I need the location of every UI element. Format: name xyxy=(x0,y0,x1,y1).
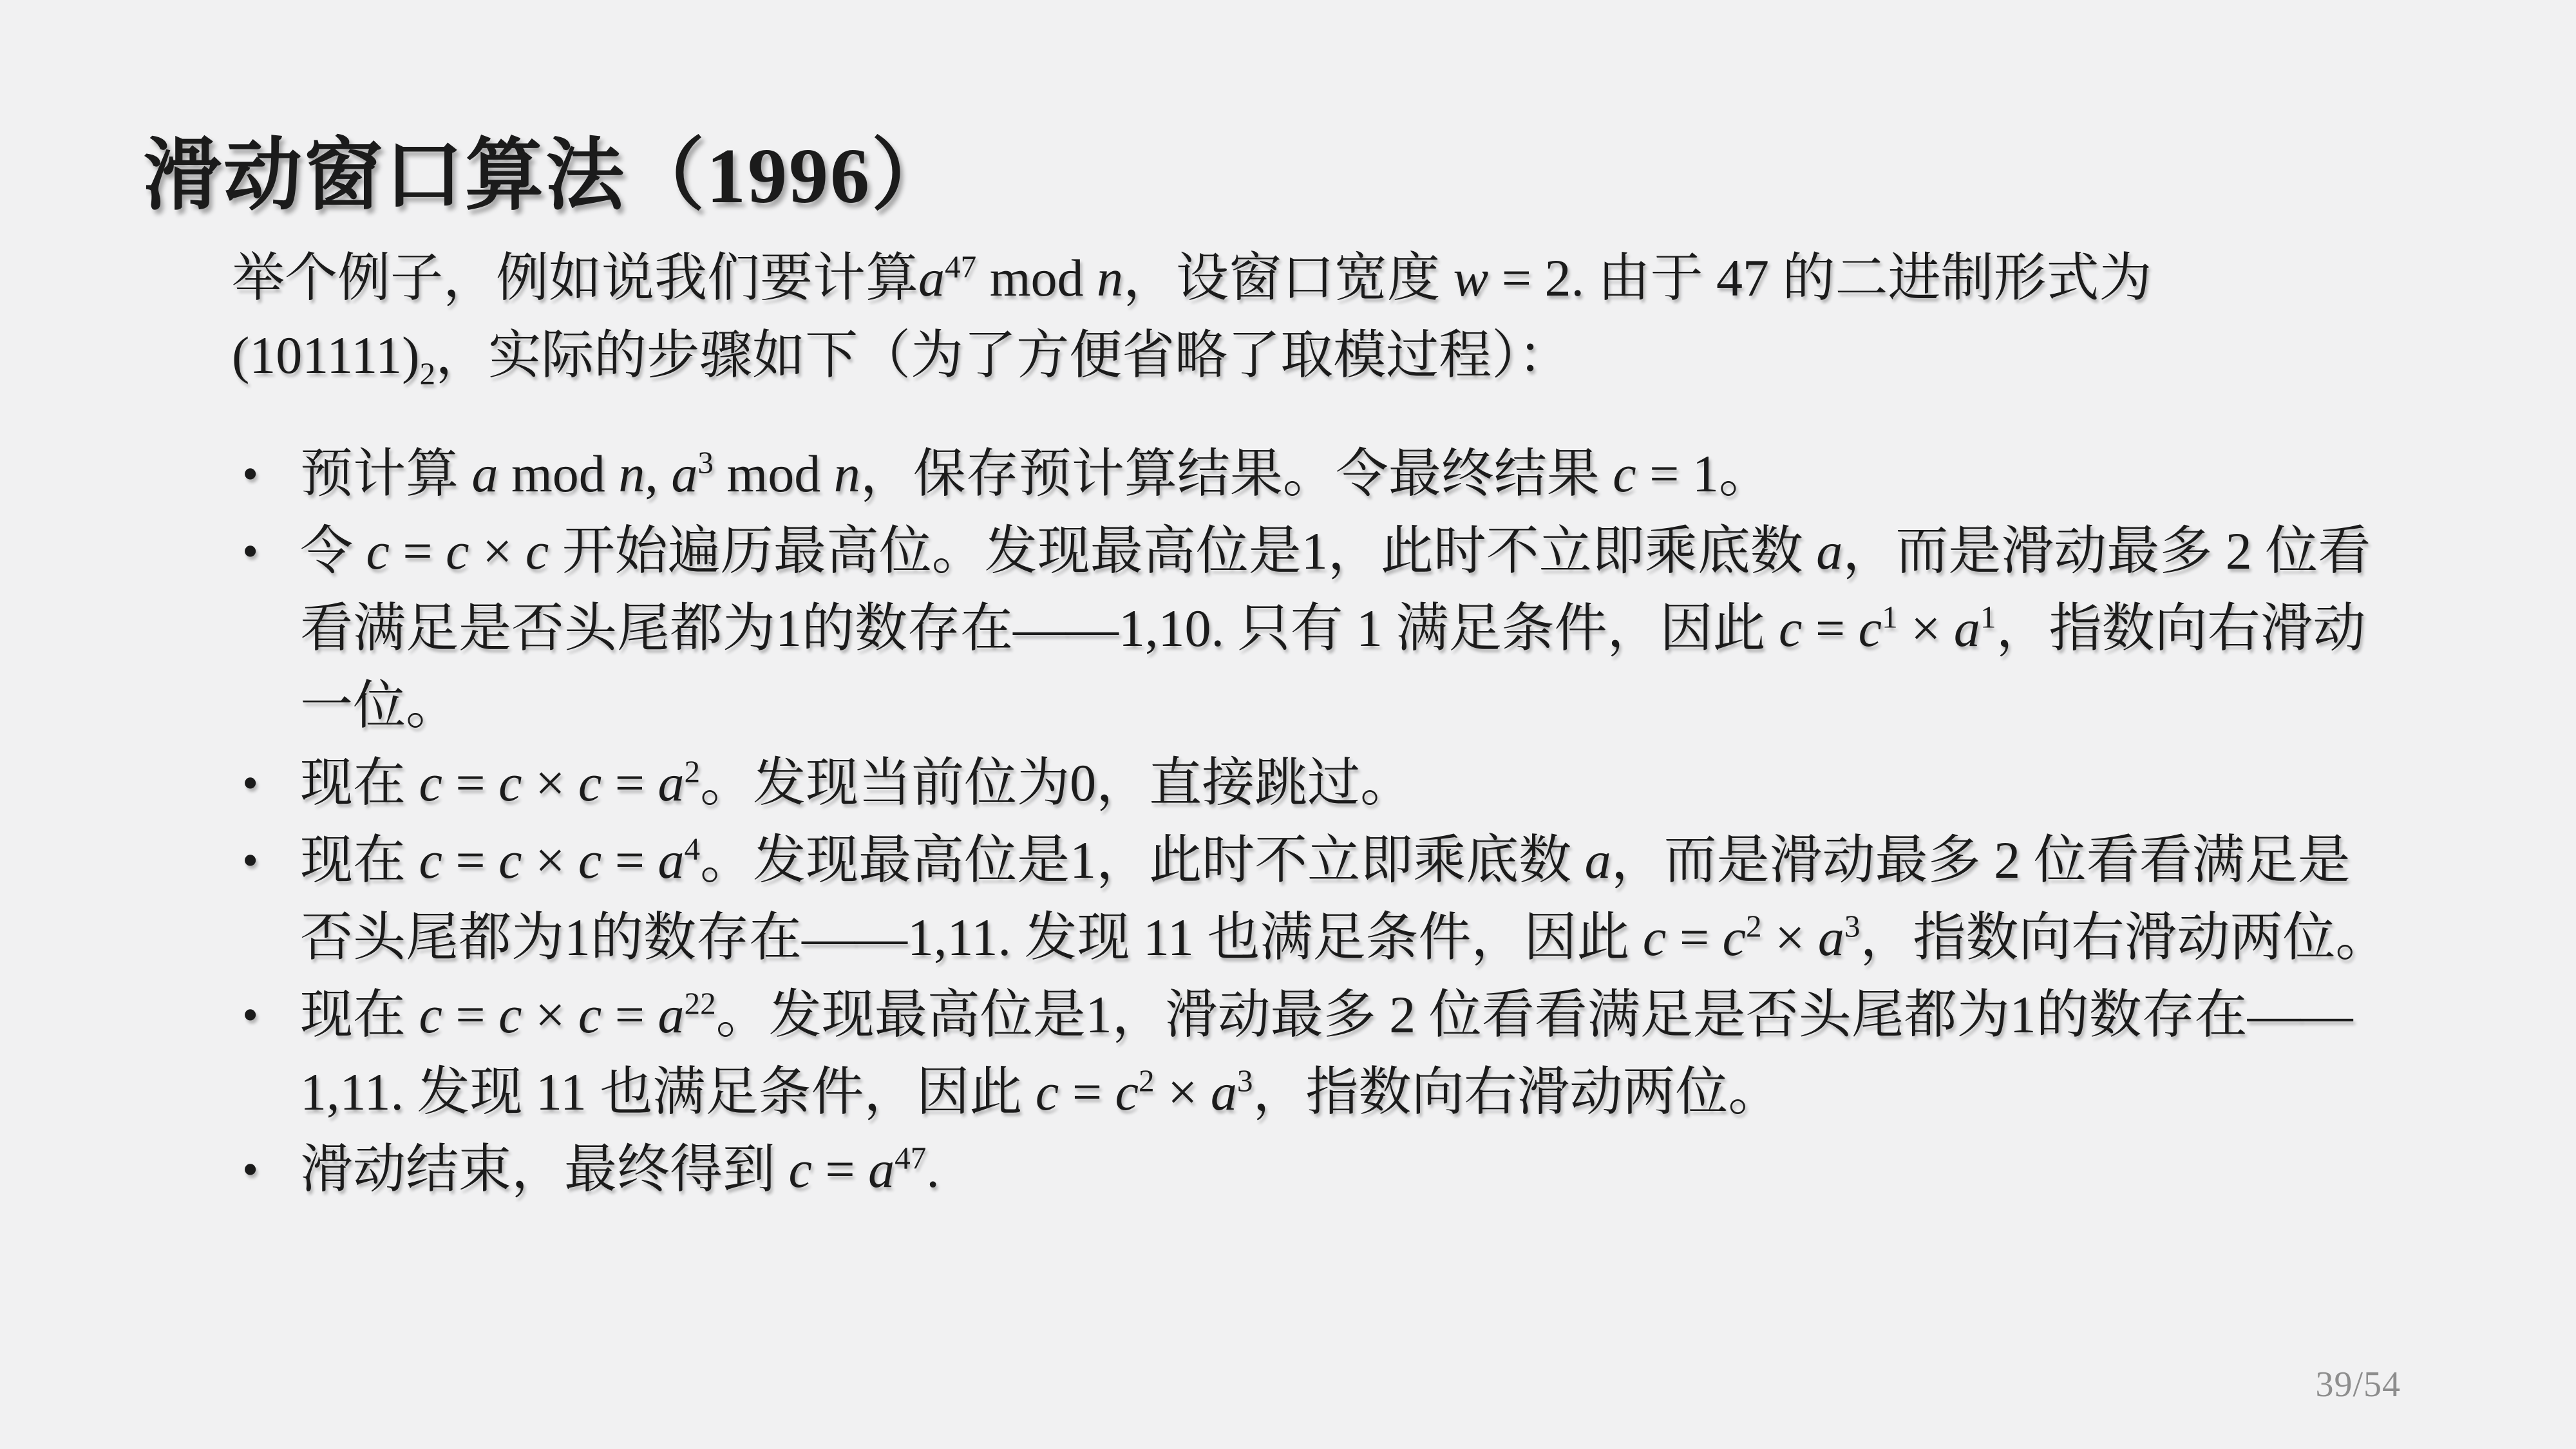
list-item: • 现在 $c = c \times c = a^2$。发现当前位为0，直接跳过。 xyxy=(232,744,2389,822)
list-item: • 现在 $c = c \times c = a^4$。发现最高位是1，此时不立即乘底数 a，而是滑动最多 2 位看看满足是否头尾都为1的数存在——1,11. 发现 11 也满足条件，因此 $c = c^2 \times a^3$，指数向右滑动两位。 xyxy=(232,822,2389,976)
bullet-list xyxy=(232,435,2389,1208)
list-item: • 令 c = c × c 开始遍历最高位。发现最高位是1，此时不立即乘底数 a，而是滑动最多 2 位看看满足是否头尾都为1的数存在——1,10. 只有 1 满足条件，因此 $c = c^1 \times a^1$，指数向右滑动一位。 xyxy=(232,513,2389,744)
intro-paragraph: 举个例子，例如说我们要计算$a^{47}$ mod n，设窗口宽度 w = 2. 由于 47 的二进制形式为 $(101111)_2$，实际的步骤如下（为了方便省略了取模过程）： xyxy=(232,249,2152,392)
page-number: 39/54 xyxy=(2315,1365,2401,1405)
slide-title: 滑动窗口算法（1996） xyxy=(143,132,952,220)
list-item: • 滑动结束，最终得到 $c = a^{47}$. xyxy=(232,1131,2389,1208)
list-item: • 现在 $c = c \times c = a^{22}$。发现最高位是1，滑动最多 2 位看看满足是否头尾都为1的数存在——1,11. 发现 11 也满足条件，因此 $c = c^2 \times a^3$，指数向右滑动两位。 xyxy=(232,976,2389,1131)
slide-body xyxy=(232,240,2389,1208)
list-item: • 预计算 a mod n, $a^3$ mod n，保存预计算结果。令最终结果 c = 1。 xyxy=(232,435,2389,513)
